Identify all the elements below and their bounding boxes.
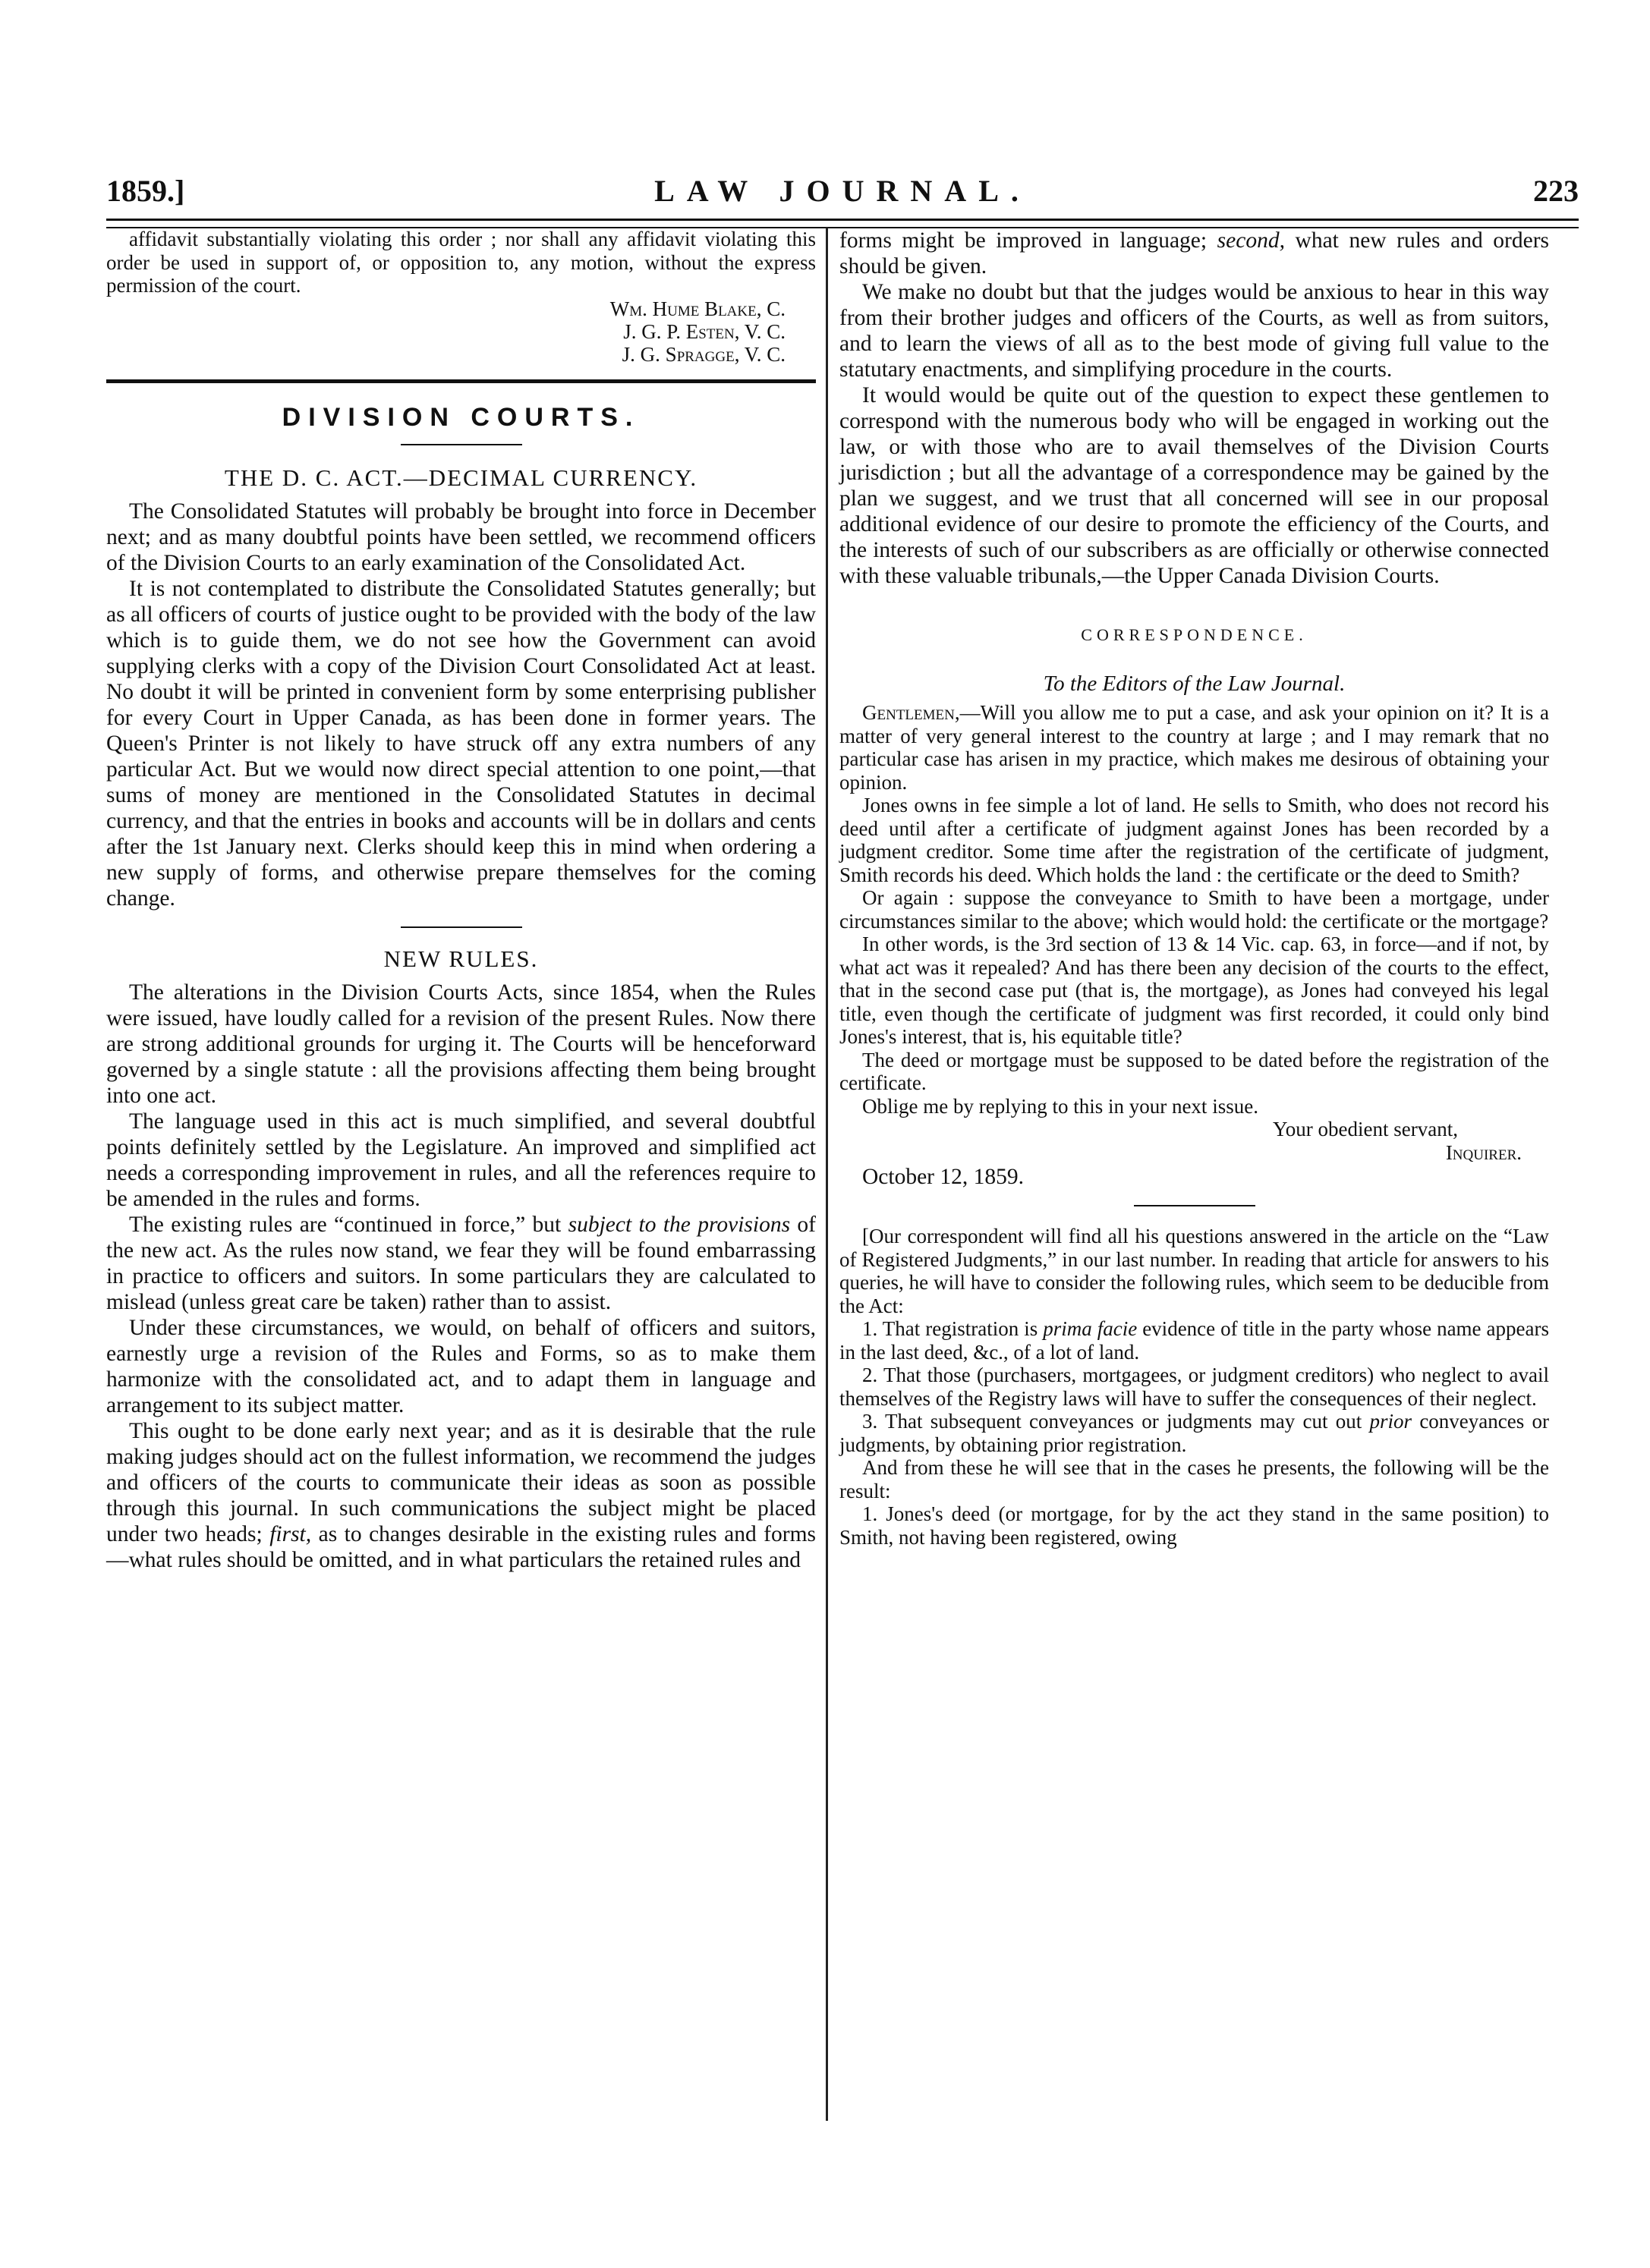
paragraph: It is not contemplated to distribute the Consolidated Statutes generally; but as all officers of courts of justice ought to be provided with the body of the law which is to guide them, we do not see how the Government can avoid supplying clerks with a copy of the Division Court Consolidated Act at least. No doubt it will be printed in convenient form by some enterprising publisher for every Court in Upper Canada, as has been done in former years. The Queen's Printer is not likely to have struck off any extra numbers of any particular Act. But we would now direct special attention to one point,—that sums of money are mentioned in the Consolidated Statutes in decimal currency, and that the entries in books and accounts will be in dollars and cents after the 1st January next. Clerks should keep this in mind when ordering a new supply of forms, and otherwise prepare themselves for the coming change.	[106, 576, 816, 911]
right-column	[839, 228, 1549, 1549]
paragraph	[106, 1418, 816, 1573]
left-column	[106, 228, 816, 1573]
running-header	[106, 173, 1579, 219]
text-run: evidence of title in the party whose name appears in the last deed, &c., of a lot of land.	[839, 1317, 1549, 1364]
paragraph: [Our correspondent will find all his questions answered in the article on the “Law of Registered Judgments,” in our last number. In reading that article for answers to his queries, he will have to consider the following rules, which seem to be deducible from the Act:	[839, 1225, 1549, 1317]
italic-text: second,	[1217, 228, 1285, 253]
text-run: as to changes desirable in the existing rules and forms—what rules should be omitted, and in what particulars the retained rules and	[106, 1521, 817, 1572]
paragraph	[839, 1410, 1549, 1456]
correspondence-heading: CORRESPONDENCE.	[1081, 625, 1308, 644]
paragraph: And from these he will see that in the cases he presents, the following will be the result:	[839, 1456, 1549, 1502]
paragraph: Under these circumstances, we would, on behalf of officers and suitors, earnestly urge a revision of the Rules and Forms, so as to make them harmonize with the consolidated act, and to adapt them in language and arrangement to its subject matter.	[106, 1315, 816, 1417]
text-run: The existing rules are “continued in force,” but	[129, 1212, 568, 1237]
paragraph: The alterations in the Division Courts Acts, since 1854, when the Rules were issued, have loudly called for a revision of the present Rules. Now there are strong additional grounds for urging it. The Courts will be henceforward governed by a single statute : all the provisions affecting them being brought into one act.	[106, 980, 816, 1108]
italic-text: prima facie	[1043, 1317, 1138, 1340]
article-heading: THE D. C. ACT.—DECIMAL CURRENCY.	[224, 464, 698, 491]
paragraph	[839, 228, 1549, 279]
article-heading: NEW RULES.	[383, 945, 539, 972]
paragraph	[106, 1212, 816, 1315]
article-separator	[401, 926, 522, 928]
italic-text: subject to the provisions	[568, 1212, 791, 1237]
paragraph	[839, 1317, 1549, 1364]
paragraph: We make no doubt but that the judges would be anxious to hear in this way from their brother judges and officers of the Courts, as well as from suitors, and to learn the views of all as to the best mode of giving full value to the statutary enactments, and simplifying procedure in the courts.	[839, 280, 1549, 382]
paragraph: The deed or mortgage must be supposed to be dated before the registration of the certificate.	[839, 1048, 1549, 1094]
text-run: what new rules and orders should be given.	[839, 228, 1549, 278]
paragraph: Oblige me by replying to this in your next issue.	[862, 1094, 1258, 1118]
journal-title: LAW JOURNAL.	[654, 174, 1031, 208]
section-title: DIVISION COURTS.	[282, 402, 641, 432]
paragraph	[839, 701, 1549, 794]
paragraph: Or again : suppose the conveyance to Smith to have been a mortgage, under circumstances similar to the above; which would hold: the certificate or the mortgage?	[839, 886, 1549, 933]
signature-block	[106, 297, 816, 366]
header-year: 1859.]	[106, 174, 185, 208]
paragraph: Jones owns in fee simple a lot of land. He sells to Smith, who does not record his deed until after a certificate of judgment against Jones has been recorded by a judgment creditor. Some time after the registration of the certificate of judgment, Smith records his deed. Which holds the land : the certificate or the deed to Smith?	[839, 794, 1549, 886]
letter-signer: Inquirer.	[1445, 1140, 1522, 1164]
italic-text: prior	[1369, 1410, 1412, 1433]
reply-separator	[1134, 1205, 1255, 1206]
italic-text: first,	[269, 1521, 312, 1546]
paragraph: 2. That those (purchasers, mortgagees, or judgment creditors) who neglect to avail themselves of the Registry laws will have to suffer the consequences of their neglect.	[839, 1364, 1549, 1410]
section-rule	[106, 379, 816, 383]
text-run: This ought to be done early next year; and as it is desirable that the rule making judges should act on the fullest information, we recommend the judges and officers of the courts to communicate their ideas as soon as possible through this journal. In such communications the subject might be placed under two heads;	[106, 1418, 816, 1546]
text-run: of the new act. As the rules now stand, we fear they will be found embarrassing in practice to officers and suitors. In some particulars they are calculated to mislead (unless great care be taken) rather than to assist.	[106, 1212, 816, 1314]
signature-line: J. G. Spragge, V. C.	[622, 342, 786, 366]
letter-closing: Your obedient servant,	[1273, 1118, 1458, 1140]
salutation: Gentlemen,	[862, 701, 960, 724]
signature-line: J. G. P. Esten, V. C.	[623, 319, 786, 343]
text-run: conveyances or judgments, by obtaining prior registration.	[839, 1410, 1549, 1456]
letter-date: October 12, 1859.	[862, 1165, 1025, 1189]
letter-address: To the Editors of the Law Journal.	[1043, 672, 1346, 696]
text-run: 3. That subsequent conveyances or judgments may cut out	[862, 1410, 1370, 1433]
paragraph: In other words, is the 3rd section of 13 & 14 Vic. cap. 63, in force—and if not, by what act was it repealed? And has there been any decision of the courts to the effect, that in the second case put (that is, the mortgage), as Jones had conveyed his legal title, even though the certificate of judgment was first recorded, it could only bind Jones's interest, that is, his equitable title?	[839, 933, 1549, 1048]
paragraph: The language used in this act is much simplified, and several doubtful points definitely settled by the Legislature. An improved and simplified act needs a corresponding improvement in rules, and all the references require to be amended in the rules and forms.	[106, 1109, 816, 1211]
text-run: 1. That registration is	[862, 1317, 1044, 1340]
paragraph: The Consolidated Statutes will probably be brought into force in December next; and as many doubtful points have been settled, we recommend officers of the Division Courts to an early examination of the Consolidated Act.	[106, 499, 816, 575]
continuation-text: affidavit substantially violating this order ; nor shall any affidavit violating this order be used in support of, or opposition to, any motion, without the express permission of the court.	[106, 228, 816, 297]
page-number: 223	[1533, 174, 1579, 208]
signature-line: Wm. Hume Blake, C.	[609, 297, 786, 320]
paragraph: 1. Jones's deed (or mortgage, for by the act they stand in the same position) to Smith, not having been registered, owing	[839, 1502, 1549, 1549]
paragraph: It would would be quite out of the question to expect these gentlemen to correspond with the numerous body who will be engaged in working out the law, or with those who are to avail themselves of the Division Courts jurisdiction ; but all the advantage of a correspondence may be gained by the plan we suggest, and we trust that all concerned will see in our proposal additional evidence of our desire to promote the efficiency of the Courts, and the interests of such of our subscribers as are officially or otherwise connected with these valuable tribunals,—the Upper Canada Division Courts.	[839, 383, 1549, 588]
column-divider	[826, 228, 828, 2121]
section-short-rule	[401, 444, 522, 445]
text-run: forms might be improved in language;	[839, 228, 1217, 253]
text-run: —Will you allow me to put a case, and ask your opinion on it? It is a matter of very general interest to the country at large ; and I may remark that no particular case has arisen in my practice, which makes me desirous of obtaining your opinion.	[839, 701, 1549, 794]
